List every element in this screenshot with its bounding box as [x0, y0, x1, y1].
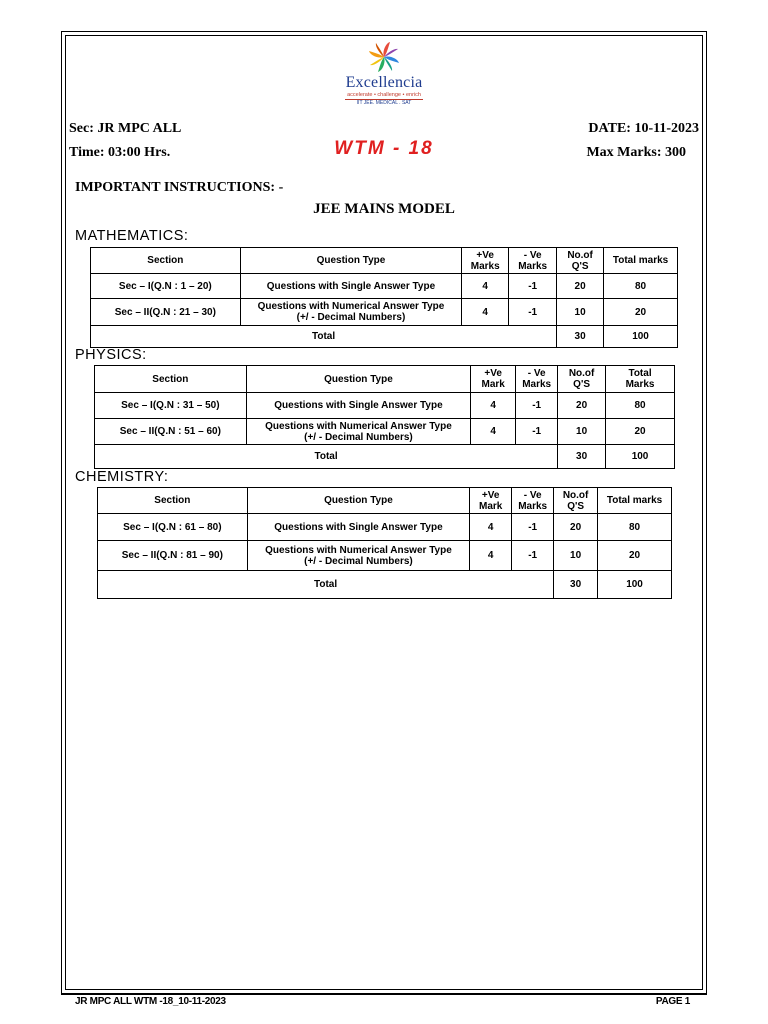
- table-cell: 20: [604, 299, 678, 326]
- table-cell: -1: [509, 274, 557, 299]
- table-total-row: [98, 571, 672, 599]
- test-name: WTM - 18: [334, 138, 434, 159]
- table-cell: 80: [604, 274, 678, 299]
- marks-table-mathematics: [90, 247, 678, 348]
- total-label: Total: [91, 326, 557, 348]
- table-total-row: [91, 326, 678, 348]
- header-cell: No.of Q'S: [554, 488, 598, 514]
- total-questions: 30: [554, 571, 598, 599]
- subject-title-mathematics: MATHEMATICS:: [75, 228, 189, 244]
- table-cell: 20: [558, 393, 606, 419]
- header-cell: +Ve Marks: [462, 248, 509, 274]
- table-cell: Sec – I(Q.N : 1 – 20): [91, 274, 241, 299]
- model-title: JEE MAINS MODEL: [313, 201, 455, 217]
- header-cell: Total marks: [598, 488, 672, 514]
- header-cell: Question Type: [246, 366, 471, 393]
- subject-title-physics: PHYSICS:: [75, 347, 147, 363]
- table-cell: -1: [512, 514, 554, 541]
- table-cell: 20: [598, 541, 672, 571]
- table-cell: Sec – II(Q.N : 21 – 30): [91, 299, 241, 326]
- logo-wordmark: Excellencia: [345, 74, 423, 91]
- date-label: DATE: 10-11-2023: [588, 121, 699, 136]
- table-cell: Questions with Numerical Answer Type (+/ - Decimal Numbers): [240, 299, 462, 326]
- subject-title-chemistry: CHEMISTRY:: [75, 469, 169, 485]
- total-marks: 100: [598, 571, 672, 599]
- table-row: [95, 419, 675, 445]
- table-header-row: [98, 488, 672, 514]
- table-cell: Sec – II(Q.N : 81 – 90): [98, 541, 248, 571]
- footer-document-id: JR MPC ALL WTM -18_10-11-2023: [75, 996, 226, 1007]
- table-row: [95, 393, 675, 419]
- table-cell: -1: [516, 419, 558, 445]
- table-header-row: [91, 248, 678, 274]
- table-cell: -1: [516, 393, 558, 419]
- table-cell: 4: [462, 299, 509, 326]
- table-cell: 4: [471, 393, 516, 419]
- total-label: Total: [98, 571, 554, 599]
- table-cell: 10: [554, 541, 598, 571]
- header-cell: +Ve Mark: [471, 366, 516, 393]
- logo-subline: IIT JEE. MEDICAL . SAT: [345, 99, 423, 106]
- header-cell: Section: [91, 248, 241, 274]
- table-cell: 4: [470, 541, 512, 571]
- header-cell: - Ve Marks: [509, 248, 557, 274]
- section-label: Sec: JR MPC ALL: [69, 121, 182, 136]
- footer-page-number: PAGE 1: [655, 996, 690, 1007]
- table-row: [98, 541, 672, 571]
- logo-tagline: accelerate • challenge • enrich: [347, 92, 421, 98]
- total-marks: 100: [606, 445, 675, 469]
- table-cell: Questions with Single Answer Type: [246, 393, 471, 419]
- pinwheel-logo-icon: [367, 40, 401, 74]
- table-cell: Questions with Single Answer Type: [247, 514, 470, 541]
- table-cell: 80: [606, 393, 675, 419]
- header-cell: - Ve Marks: [516, 366, 558, 393]
- instructions-heading: IMPORTANT INSTRUCTIONS: -: [75, 180, 284, 195]
- marks-table-physics: [94, 365, 675, 469]
- table-cell: 20: [606, 419, 675, 445]
- table-cell: Sec – I(Q.N : 61 – 80): [98, 514, 248, 541]
- table-cell: 20: [557, 274, 604, 299]
- total-marks: 100: [604, 326, 678, 348]
- header-cell: No.of Q'S: [558, 366, 606, 393]
- table-cell: 10: [557, 299, 604, 326]
- table-cell: -1: [509, 299, 557, 326]
- marks-table-chemistry: [97, 487, 672, 599]
- header-cell: Question Type: [240, 248, 462, 274]
- table-cell: 10: [558, 419, 606, 445]
- excellencia-logo: [331, 40, 437, 114]
- table-cell: Questions with Numerical Answer Type (+/ - Decimal Numbers): [246, 419, 471, 445]
- table-cell: 4: [462, 274, 509, 299]
- header-cell: +Ve Mark: [470, 488, 512, 514]
- total-questions: 30: [558, 445, 606, 469]
- table-cell: Questions with Numerical Answer Type (+/ - Decimal Numbers): [247, 541, 470, 571]
- table-cell: 4: [471, 419, 516, 445]
- header-cell: Section: [98, 488, 248, 514]
- header-cell: Total marks: [604, 248, 678, 274]
- table-row: [91, 274, 678, 299]
- header-cell: Total Marks: [606, 366, 675, 393]
- time-label: Time: 03:00 Hrs.: [69, 145, 171, 160]
- table-cell: 80: [598, 514, 672, 541]
- footer-divider: [61, 994, 707, 995]
- header-cell: - Ve Marks: [512, 488, 554, 514]
- table-row: [98, 514, 672, 541]
- header-cell: No.of Q'S: [557, 248, 604, 274]
- table-cell: Sec – I(Q.N : 31 – 50): [95, 393, 247, 419]
- header-cell: Section: [95, 366, 247, 393]
- table-cell: Sec – II(Q.N : 51 – 60): [95, 419, 247, 445]
- max-marks-label: Max Marks: 300: [586, 145, 686, 160]
- table-cell: 4: [470, 514, 512, 541]
- total-questions: 30: [557, 326, 604, 348]
- table-header-row: [95, 366, 675, 393]
- header-cell: Question Type: [247, 488, 470, 514]
- table-row: [91, 299, 678, 326]
- table-total-row: [95, 445, 675, 469]
- table-cell: -1: [512, 541, 554, 571]
- total-label: Total: [95, 445, 558, 469]
- table-cell: Questions with Single Answer Type: [240, 274, 462, 299]
- table-cell: 20: [554, 514, 598, 541]
